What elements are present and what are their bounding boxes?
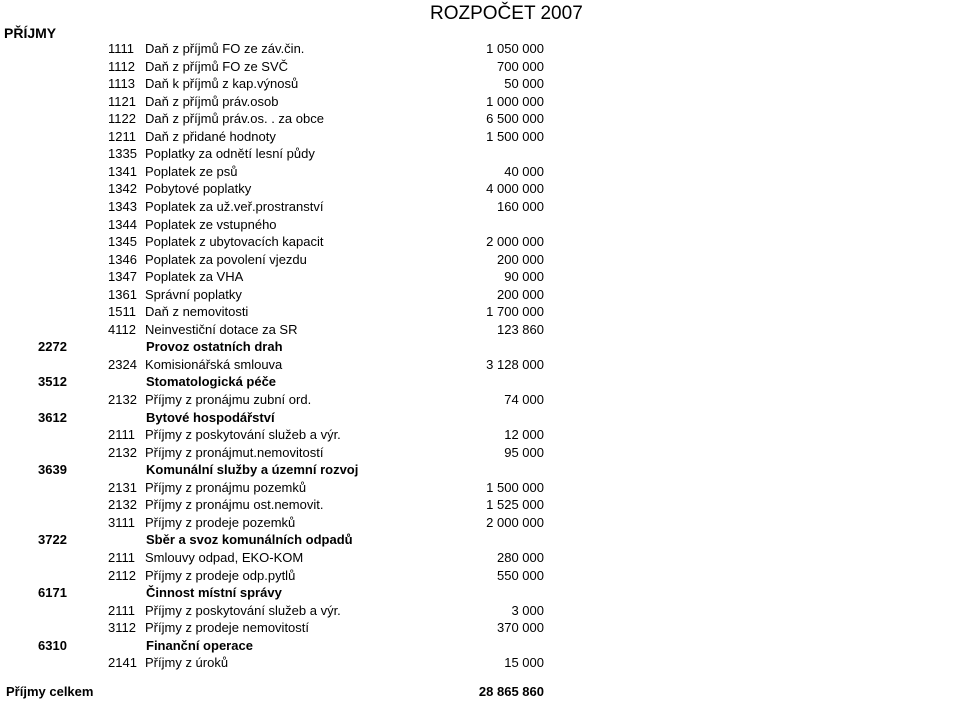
item-code: 3112: [108, 620, 136, 636]
item-amount: 90 000: [504, 269, 544, 285]
item-code: 1121: [108, 93, 136, 109]
item-description: Daň z nemovitosti: [145, 304, 249, 320]
item-amount: 280 000: [497, 550, 544, 565]
item-description: Poplatek ze vstupného: [145, 216, 277, 232]
item-description: Poplatek za už.veř.prostranství: [145, 199, 324, 214]
section-title: PŘÍJMY: [4, 25, 57, 41]
item-code: 1112: [108, 58, 135, 74]
budget-item: [108, 251, 307, 269]
budget-item-row: [0, 654, 960, 672]
item-amount: 200 000: [497, 251, 544, 267]
item-amount: 6 500 000: [486, 111, 544, 127]
budget-item: [108, 303, 248, 321]
item-code: 1113: [108, 76, 135, 92]
item-code: 2111: [108, 550, 135, 565]
item-amount: 1 000 000: [486, 93, 544, 109]
item-amount: 550 000: [497, 567, 544, 583]
item-amount: 95 000: [504, 444, 544, 460]
paragraph-name: Bytové hospodářství: [146, 409, 275, 425]
paragraph-code: 6171: [38, 585, 67, 601]
budget-item-row: [0, 268, 960, 286]
paragraph-name: Stomatologická péče: [146, 374, 277, 390]
budget-item-row: [0, 286, 960, 304]
budget-item: [108, 75, 298, 93]
item-description: Neinvestiční dotace za SR: [145, 321, 298, 337]
budget-item-row: [0, 514, 960, 532]
item-description: Smlouvy odpad, EKO-KOM: [145, 550, 304, 565]
item-code: 1347: [108, 269, 137, 285]
budget-item: [108, 391, 311, 409]
budget-item: [108, 268, 243, 286]
item-amount: 370 000: [497, 620, 544, 636]
budget-item-row: [0, 356, 960, 374]
item-description: Příjmy z poskytování služeb a výr.: [145, 602, 341, 618]
budget-item-row: [0, 496, 960, 514]
item-code: 1344: [108, 216, 137, 232]
item-description: Příjmy z prodeje pozemků: [145, 514, 296, 530]
item-amount: 1 700 000: [486, 304, 544, 320]
budget-item: [108, 198, 323, 216]
budget-item-row: [0, 602, 960, 620]
item-description: Poplatky za odnětí lesní půdy: [145, 146, 315, 162]
item-amount: 1 525 000: [486, 497, 544, 513]
budget-item-row: [0, 58, 960, 76]
item-code: 2141: [108, 655, 137, 671]
item-code: 2112: [108, 567, 136, 583]
budget-item: [108, 514, 295, 532]
budget-item-row: [0, 619, 960, 637]
budget-item: [108, 58, 288, 76]
paragraph-code: 2272: [38, 339, 67, 355]
item-amount: 12 000: [504, 427, 544, 443]
item-description: Daň z příjmů FO ze záv.čin.: [145, 41, 305, 56]
item-code: 1211: [108, 128, 136, 144]
item-code: 1122: [108, 111, 136, 127]
item-code: 1361: [108, 286, 137, 302]
item-code: 1342: [108, 181, 137, 197]
budget-item: [108, 356, 282, 374]
item-description: Daň k příjmů z kap.výnosů: [145, 76, 299, 92]
budget-item-row: [0, 303, 960, 321]
item-code: 2131: [108, 479, 137, 495]
item-description: Příjmy z pronájmu ost.nemovit.: [145, 497, 324, 513]
budget-item-row: [0, 567, 960, 585]
budget-item: [108, 163, 238, 181]
item-description: Příjmy z prodeje nemovitostí: [145, 620, 310, 636]
budget-item-row: [0, 426, 960, 444]
item-description: Poplatek za VHA: [145, 269, 244, 285]
budget-item-row: [0, 479, 960, 497]
item-amount: 40 000: [504, 163, 544, 179]
paragraph-heading-row: [0, 461, 960, 479]
budget-item: [108, 40, 304, 58]
item-description: Poplatek z ubytovacích kapacit: [145, 234, 324, 250]
item-code: 2111: [108, 602, 135, 618]
budget-item-row: [0, 321, 960, 339]
item-description: Příjmy z poskytování služeb a výr.: [145, 427, 341, 443]
item-code: 1511: [108, 304, 136, 320]
budget-item-row: [0, 251, 960, 269]
paragraph-heading-row: [0, 531, 960, 549]
item-amount: 1 500 000: [486, 479, 544, 495]
budget-item: [108, 496, 323, 514]
budget-item: [108, 619, 309, 637]
item-description: Pobytové poplatky: [145, 181, 252, 197]
paragraph-name: Činnost místní správy: [146, 585, 282, 601]
item-description: Daň z příjmů práv.osob: [145, 93, 279, 109]
budget-item: [108, 444, 323, 462]
item-amount: 3 000: [511, 602, 544, 618]
paragraph-code: 3722: [38, 532, 67, 548]
budget-item: [108, 216, 277, 234]
item-description: Daň z příjmů práv.os. . za obce: [145, 111, 324, 127]
item-code: 4112: [108, 321, 136, 337]
item-code: 1111: [108, 41, 135, 56]
budget-item: [108, 426, 341, 444]
budget-item-row: [0, 180, 960, 198]
budget-item-row: [0, 198, 960, 216]
paragraph-code: 3639: [38, 462, 67, 478]
budget-item-row: [0, 549, 960, 567]
paragraph-code: 3512: [38, 374, 67, 390]
item-code: 1343: [108, 199, 137, 214]
budget-item: [108, 110, 324, 128]
item-code: 1346: [108, 251, 137, 267]
budget-item-row: [0, 145, 960, 163]
budget-item-row: [0, 391, 960, 409]
budget-item-row: [0, 128, 960, 146]
budget-item: [108, 286, 242, 304]
budget-item: [108, 479, 306, 497]
item-code: 2132: [108, 497, 137, 513]
item-amount: 123 860: [497, 321, 544, 337]
budget-item: [108, 321, 297, 339]
paragraph-name: Finanční operace: [146, 637, 253, 653]
paragraph-name: Provoz ostatních drah: [146, 339, 283, 355]
budget-item-row: [0, 233, 960, 251]
item-amount: 160 000: [497, 199, 544, 214]
item-amount: 200 000: [497, 286, 544, 302]
item-description: Příjmy z prodeje odp.pytlů: [145, 567, 296, 583]
budget-item-row: [0, 216, 960, 234]
budget-item: [108, 602, 341, 620]
item-code: 3111: [108, 514, 135, 530]
item-code: 2132: [108, 444, 137, 460]
item-amount: 15 000: [504, 655, 544, 671]
item-amount: 3 128 000: [486, 356, 544, 372]
paragraph-heading-row: [0, 637, 960, 655]
budget-item: [108, 93, 278, 111]
budget-item-row: [0, 163, 960, 181]
item-code: 2111: [108, 427, 135, 443]
budget-item-row: [0, 93, 960, 111]
budget-item-row: [0, 75, 960, 93]
total-amount: 28 865 860: [478, 684, 544, 699]
item-code: 2324: [108, 356, 137, 372]
paragraph-heading-row: [0, 409, 960, 427]
item-code: 1345: [108, 234, 137, 250]
budget-item: [108, 128, 276, 146]
item-amount: 2 000 000: [486, 514, 544, 530]
item-description: Správní poplatky: [145, 286, 242, 302]
paragraph-heading-row: [0, 373, 960, 391]
item-amount: 1 500 000: [486, 128, 544, 144]
item-description: Příjmy z pronájmu pozemků: [145, 479, 307, 495]
item-amount: 50 000: [504, 76, 544, 92]
item-amount: 1 050 000: [486, 41, 544, 56]
item-code: 1335: [108, 146, 137, 162]
budget-item: [108, 567, 295, 585]
item-description: Příjmy z pronájmu zubní ord.: [145, 392, 312, 407]
budget-item: [108, 654, 228, 672]
budget-item: [108, 233, 324, 251]
budget-item: [108, 180, 251, 198]
budget-item-row: [0, 110, 960, 128]
paragraph-name: Komunální služby a územní rozvoj: [146, 462, 359, 478]
item-description: Komisionářská smlouva: [145, 356, 283, 372]
item-description: Poplatek za povolení vjezdu: [145, 251, 307, 267]
budget-item: [108, 145, 315, 163]
item-amount: 74 000: [504, 392, 544, 407]
item-description: Poplatek ze psů: [145, 163, 238, 179]
budget-item-row: [0, 444, 960, 462]
item-description: Daň z příjmů FO ze SVČ: [145, 58, 289, 74]
item-code: 2132: [108, 392, 137, 407]
paragraph-heading-row: [0, 338, 960, 356]
document-title: ROZPOČET 2007: [430, 3, 583, 24]
item-description: Příjmy z pronájmut.nemovitostí: [145, 444, 324, 460]
item-amount: 2 000 000: [486, 234, 544, 250]
paragraph-name: Sběr a svoz komunálních odpadů: [146, 532, 353, 548]
item-description: Příjmy z úroků: [145, 655, 229, 671]
item-code: 1341: [108, 163, 137, 179]
paragraph-code: 6310: [38, 637, 67, 653]
item-amount: 700 000: [497, 58, 544, 74]
budget-item-row: [0, 40, 960, 58]
item-amount: 4 000 000: [486, 181, 544, 197]
paragraph-heading-row: [0, 584, 960, 602]
item-description: Daň z přidané hodnoty: [145, 128, 276, 144]
budget-item: [108, 549, 303, 567]
total-label: Příjmy celkem: [6, 684, 94, 699]
paragraph-code: 3612: [38, 409, 67, 425]
